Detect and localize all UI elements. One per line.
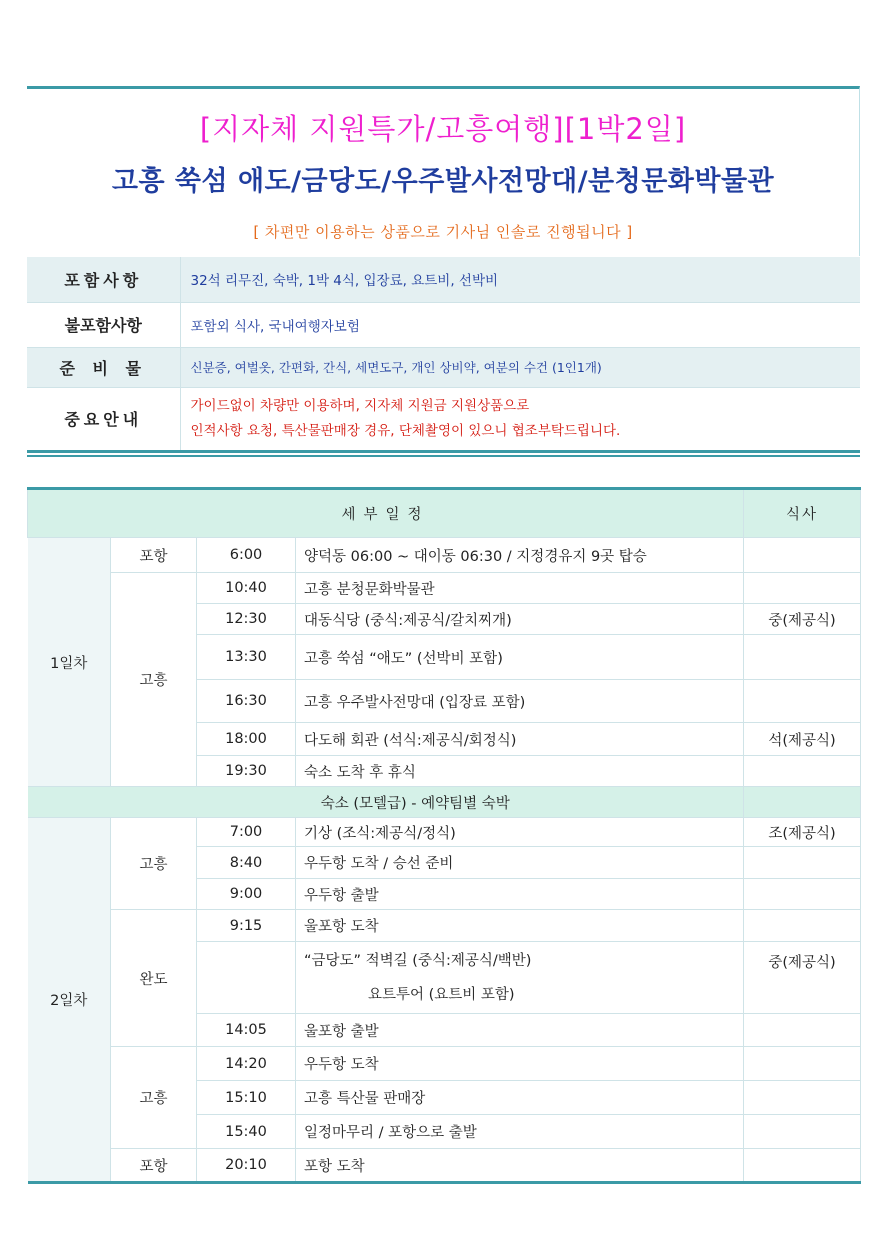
activity-cell: 고흥 쑥섬 “애도” (선박비 포함) [296, 635, 744, 680]
place-cell: 완도 [111, 910, 197, 1047]
activity-cell: 기상 (조식:제공식/정식) [296, 818, 744, 847]
place-cell: 포항 [111, 538, 197, 573]
activity-cell: 우두항 도착 [296, 1047, 744, 1081]
included-row [27, 257, 860, 302]
stay-row [28, 787, 861, 818]
meal-cell [744, 680, 861, 723]
notice-label: 중요안내 [27, 387, 180, 451]
page-title: [지자체 지원특가/고흥여행][1박2일] [199, 112, 687, 146]
excluded-value: 포함외 식사, 국내여행자보험 [180, 302, 860, 347]
activity-cell: 우두항 출발 [296, 879, 744, 910]
included-value: 32석 리무진, 숙박, 1박 4식, 입장료, 요트비, 선박비 [180, 257, 860, 302]
notice-line-1: 가이드없이 차량만 이용하며, 지자체 지원금 지원상품으로 [190, 397, 530, 414]
activity-cell: 다도해 회관 (석식:제공식/회정식) [296, 723, 744, 756]
prepare-label: 준 비 물 [27, 347, 180, 387]
time-cell: 6:00 [197, 538, 296, 573]
place-cell: 고흥 [111, 573, 197, 787]
meal-cell [744, 910, 861, 942]
time-cell: 16:30 [197, 680, 296, 723]
tour-note: [ 차편만 이용하는 상품으로 기사님 인솔로 진행됩니다 ] [253, 223, 633, 241]
table-row [28, 1047, 861, 1081]
meal-cell: 중(제공식) [744, 604, 861, 635]
table-row [28, 1149, 861, 1183]
activity-cell: 양덕동 06:00 ~ 대이동 06:30 / 지정경유지 9곳 탑승 [296, 538, 744, 573]
meal-cell [744, 879, 861, 910]
header-detail: 세부일정 [28, 489, 744, 538]
schedule-table [27, 487, 861, 1184]
activity-cell: 포항 도착 [296, 1149, 744, 1183]
page-subtitle-destinations: 고흥 쑥섬 애도/금당도/우주발사전망대/분청문화박물관 [111, 166, 775, 197]
meal-cell [744, 1014, 861, 1047]
activity-cell: 숙소 도착 후 휴식 [296, 756, 744, 787]
activity-line-1: “금당도” 적벽길 (중식:제공식/백반) [304, 952, 532, 969]
meal-cell: 중(제공식) [744, 942, 861, 1014]
meal-cell [744, 847, 861, 879]
prepare-row [27, 347, 860, 387]
activity-cell: 고흥 분청문화박물관 [296, 573, 744, 604]
time-cell: 8:40 [197, 847, 296, 879]
table-row [28, 910, 861, 942]
time-cell: 15:10 [197, 1081, 296, 1115]
meal-cell [744, 1081, 861, 1115]
notice-value [180, 387, 860, 451]
time-cell: 13:30 [197, 635, 296, 680]
time-cell: 14:20 [197, 1047, 296, 1081]
time-cell: 12:30 [197, 604, 296, 635]
meal-cell [744, 538, 861, 573]
table-row [28, 538, 861, 573]
place-cell: 고흥 [111, 1047, 197, 1149]
meal-cell [744, 635, 861, 680]
meal-cell: 석(제공식) [744, 723, 861, 756]
activity-cell: 우두항 도착 / 승선 준비 [296, 847, 744, 879]
excluded-label: 불포함사항 [27, 302, 180, 347]
activity-cell: 고흥 특산물 판매장 [296, 1081, 744, 1115]
meal-cell: 조(제공식) [744, 818, 861, 847]
time-cell: 7:00 [197, 818, 296, 847]
place-cell: 포항 [111, 1149, 197, 1183]
time-cell: 9:15 [197, 910, 296, 942]
table-row [28, 818, 861, 847]
info-table [27, 257, 860, 453]
title-box [27, 86, 860, 256]
day1-label: 1일차 [28, 538, 111, 787]
activity-cell [296, 942, 744, 1014]
activity-cell: 울포항 출발 [296, 1014, 744, 1047]
time-cell: 18:00 [197, 723, 296, 756]
time-cell: 20:10 [197, 1149, 296, 1183]
time-cell [197, 942, 296, 1014]
meal-cell [744, 573, 861, 604]
time-cell: 15:40 [197, 1115, 296, 1149]
activity-cell: 일정마무리 / 포항으로 출발 [296, 1115, 744, 1149]
table-row [28, 573, 861, 604]
schedule-header-row [28, 489, 861, 538]
meal-cell [744, 1149, 861, 1183]
day2-label: 2일차 [28, 818, 111, 1183]
stay-meal-cell [744, 787, 861, 818]
activity-line-2: 요트투어 (요트비 포함) [368, 986, 515, 1003]
place-cell: 고흥 [111, 818, 197, 910]
time-cell: 9:00 [197, 879, 296, 910]
included-label: 포함사항 [27, 257, 180, 302]
prepare-value: 신분증, 여벌옷, 간편화, 간식, 세면도구, 개인 상비약, 여분의 수건 (1인1개) [180, 347, 860, 387]
divider [27, 455, 860, 457]
meal-cell [744, 1115, 861, 1149]
header-meal: 식사 [744, 489, 861, 538]
activity-cell: 대동식당 (중식:제공식/갈치찌개) [296, 604, 744, 635]
time-cell: 19:30 [197, 756, 296, 787]
time-cell: 10:40 [197, 573, 296, 604]
meal-cell [744, 756, 861, 787]
activity-cell: 울포항 도착 [296, 910, 744, 942]
meal-cell [744, 1047, 861, 1081]
activity-cell: 고흥 우주발사전망대 (입장료 포함) [296, 680, 744, 723]
time-cell: 14:05 [197, 1014, 296, 1047]
stay-label: 숙소 (모텔급) - 예약팀별 숙박 [28, 787, 744, 818]
excluded-row [27, 302, 860, 347]
notice-line-2: 인적사항 요청, 특산물판매장 경유, 단체촬영이 있으니 협조부탁드립니다. [190, 422, 621, 439]
notice-row [27, 387, 860, 451]
